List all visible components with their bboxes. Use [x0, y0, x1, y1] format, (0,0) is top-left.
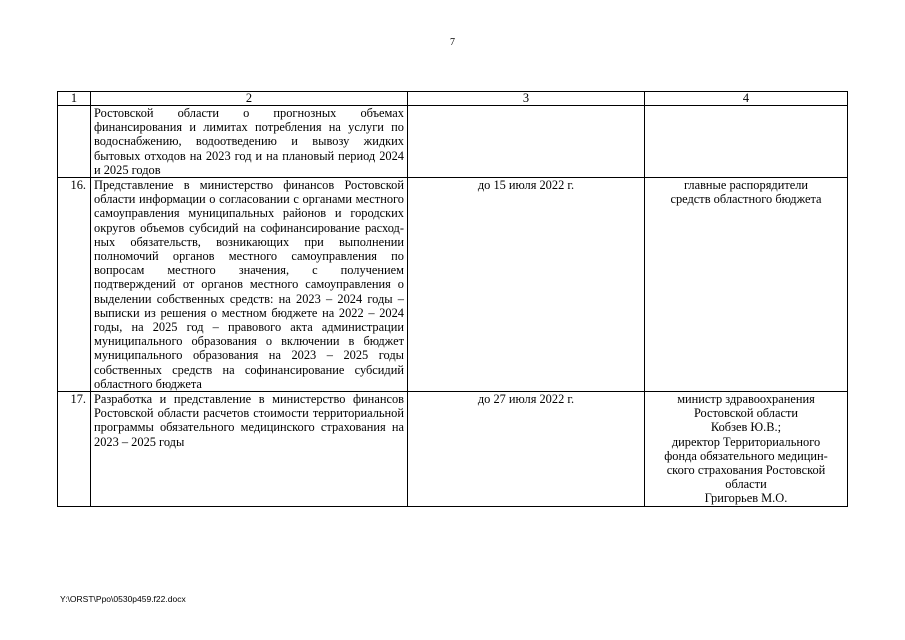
header-cell: 2	[91, 92, 408, 106]
row-number: 17.	[58, 392, 91, 507]
row-deadline: до 15 июля 2022 г.	[408, 178, 645, 392]
file-path-footer: Y:\ORST\Ppo\0530p459.f22.docx	[60, 594, 186, 604]
row-deadline	[408, 106, 645, 178]
responsible-line: фонда обязательного медицин-	[664, 448, 828, 463]
page-number: 7	[450, 37, 455, 48]
responsible-line: области	[725, 477, 767, 492]
row-description: Разработка и представление в министерство финансов Ростовской области расчетов стоимости территориальной программы обязательного медицинского страхования на 2023 – 2025 годы	[91, 392, 408, 507]
responsible-line: главные распорядители	[683, 178, 809, 193]
header-cell: 3	[408, 92, 645, 106]
responsible-line: Ростовской области	[693, 406, 799, 421]
row-description: Ростовской области о прогнозных объемах финансирования и лимитах потребления на услуги по водоснабжению, водоотведению и вывозу жидких бытовых отходов на 2023 год и на плановый период 2024 и 2025 годов	[91, 106, 408, 178]
responsible-line: директор Территориального	[671, 434, 821, 449]
row-responsible	[645, 392, 848, 507]
header-cell: 4	[645, 92, 848, 106]
responsible-line: министр здравоохранения	[677, 392, 815, 407]
table-row	[58, 392, 848, 507]
responsible-line: ского страхования Ростовской	[666, 463, 826, 478]
table-row	[58, 106, 848, 178]
table-row	[58, 178, 848, 392]
row-description: Представление в министерство финансов Ростовской области информации о согласовании с органами местного самоуправления муниципальных районов и городских округов объемов субсидий на софинансирование расходных обязательств, возникающих при выполнении полномочий органов местного самоуправления по вопросам местного значения, с получением подтверждений от органов местного самоуправления о выделении собственных средств: на 2023 – 2024 годы – выписки из решения о местном бюджете на 2022 – 2024 годы, на 2025 год – правового акта администрации муниципального образования о включении в бюджет муниципального образования на 2023 – 2025 годы собственных средств на софинансирование субсидий областного бюджета	[91, 178, 408, 392]
row-responsible	[645, 106, 848, 178]
table-header-row	[58, 92, 848, 106]
row-number: 16.	[58, 178, 91, 392]
responsible-line: Григорьев М.О.	[704, 491, 788, 506]
plan-table	[57, 91, 848, 507]
responsible-line: Кобзев Ю.В.;	[710, 420, 782, 435]
row-deadline: до 27 июля 2022 г.	[408, 392, 645, 507]
responsible-line: средств областного бюджета	[670, 192, 822, 207]
row-number	[58, 106, 91, 178]
header-cell: 1	[58, 92, 91, 106]
row-responsible	[645, 178, 848, 392]
